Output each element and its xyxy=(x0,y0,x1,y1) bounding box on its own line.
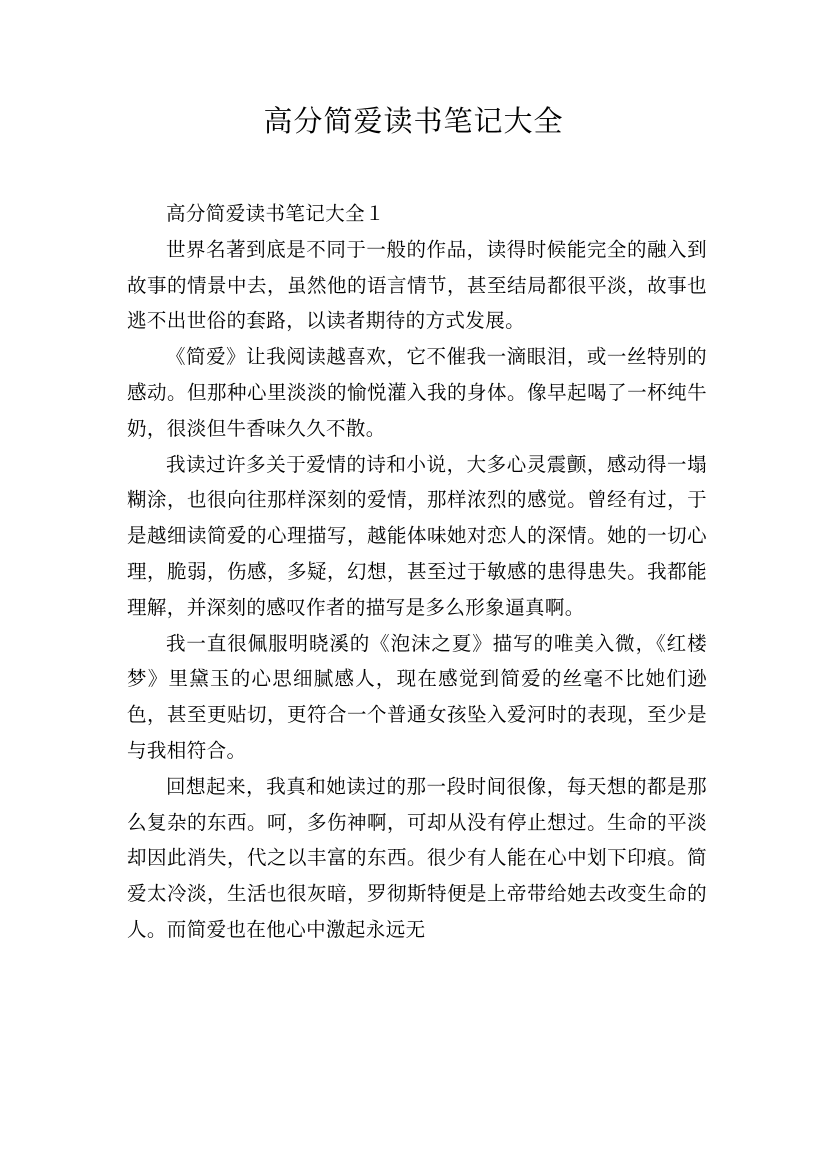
paragraph-2: 《简爱》让我阅读越喜欢，它不催我一滴眼泪，或一丝特别的感动。但那种心里淡淡的愉悦灌入我的身体。像早起喝了一杯纯牛奶，很淡但牛香味久久不散。 xyxy=(127,345,707,440)
document-body xyxy=(127,196,707,948)
document-title: 高分简爱读书笔记大全 xyxy=(263,104,564,138)
paragraph-5: 回想起来，我真和她读过的那一段时间很像，每天想的都是那么复杂的东西。呵，多伤神啊，可却从没有停止想过。生命的平淡却因此消失，代之以丰富的东西。很少有人能在心中划下印痕。简爱太冷淡，生活也很灰暗，罗彻斯特便是上帝带给她去改变生命的人。而简爱也在他心中激起永远无 xyxy=(127,774,707,941)
paragraph-1: 世界名著到底是不同于一般的作品，读得时候能完全的融入到故事的情景中去，虽然他的语言情节，甚至结局都很平淡，故事也逃不出世俗的套路，以读者期待的方式发展。 xyxy=(127,237,707,333)
paragraph-3: 我读过许多关于爱情的诗和小说，大多心灵震颤，感动得一塌糊涂，也很向往那样深刻的爱情，那样浓烈的感觉。曾经有过，于是越细读简爱的心理描写，越能体味她对恋人的深情。她的一切心理，脆弱，伤感，多疑，幻想，甚至过于敏感的患得患失。我都能理解，并深刻的感叹作者的描写是多么形象逼真啊。 xyxy=(127,452,707,619)
section-heading: 高分简爱读书笔记大全１ xyxy=(166,202,385,225)
paragraph-4: 我一直很佩服明晓溪的《泡沫之夏》描写的唯美入微，《红楼梦》里黛玉的心思细腻感人，现在感觉到简爱的丝毫不比她们逊色，甚至更贴切，更符合一个普通女孩坠入爱河时的表现，至少是与我相符合。 xyxy=(127,631,707,762)
